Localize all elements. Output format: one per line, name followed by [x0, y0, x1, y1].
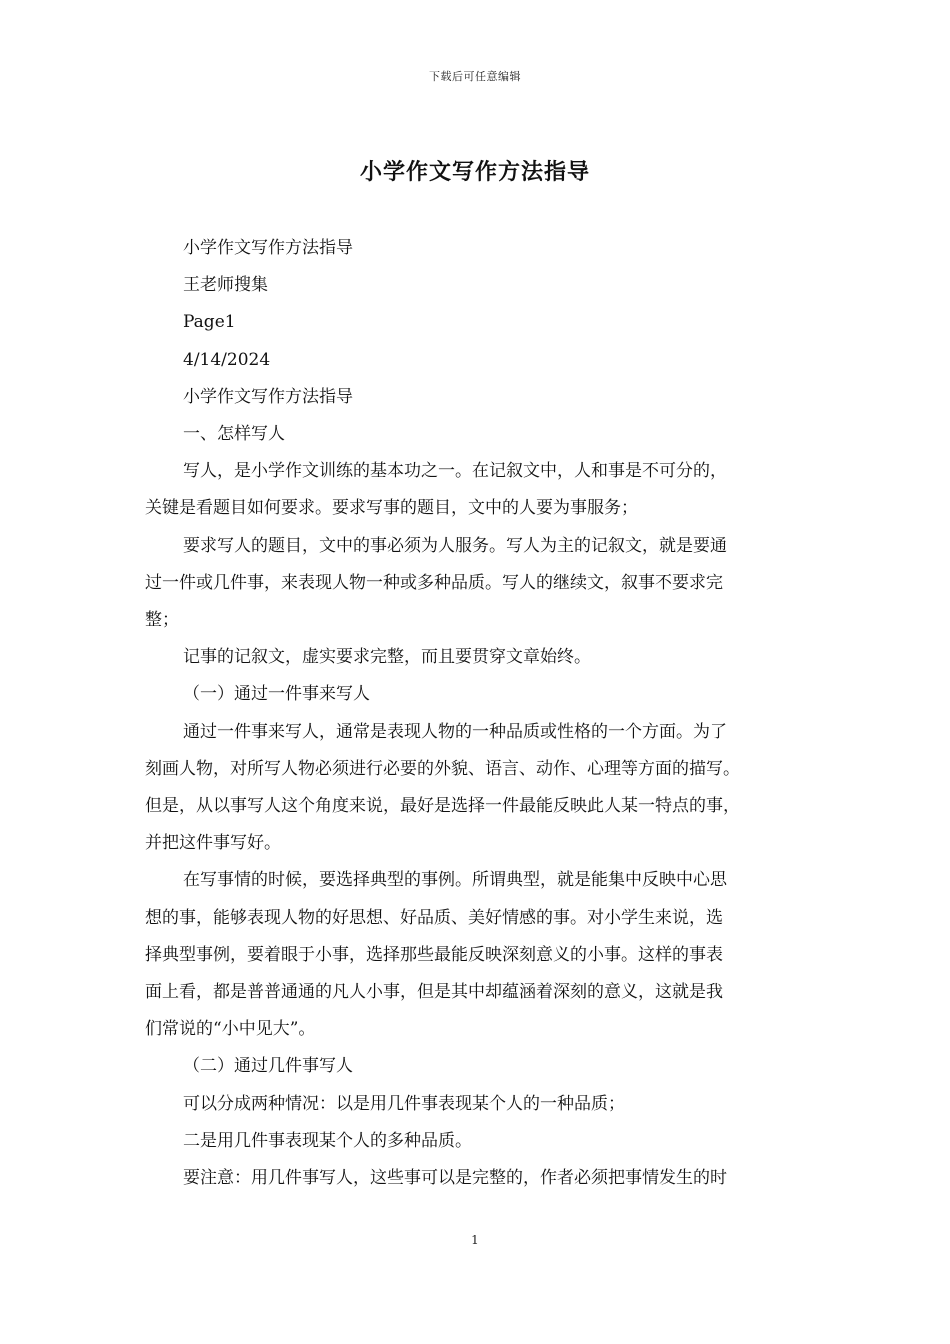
- text-line: 刻画人物，对所写人物必须进行必要的外貌、语言、动作、心理等方面的描写。: [145, 758, 740, 779]
- document-body: [145, 230, 805, 1197]
- text-line: 二是用几件事表现某个人的多种品质。: [183, 1130, 472, 1151]
- text-line: 一、怎样写人: [183, 424, 285, 445]
- text-line: 但是，从以事写人这个角度来说，最好是选择一件最能反映此人某一特点的事，: [145, 796, 740, 817]
- text-line: 要求写人的题目，文中的事必须为人服务。写人为主的记叙文，就是要通: [183, 535, 727, 556]
- text-line: 小学作文写作方法指导: [183, 386, 353, 407]
- header-note: 下载后可任意编辑: [429, 70, 521, 83]
- text-line: 们常说的“小中见大”。: [145, 1019, 316, 1040]
- text-line: 整；: [145, 610, 179, 631]
- page-number: 1: [471, 1233, 479, 1247]
- text-line: （一）通过一件事来写人: [183, 684, 370, 705]
- text-line: 通过一件事来写人，通常是表现人物的一种品质或性格的一个方面。为了: [183, 721, 727, 742]
- text-line: 王老师搜集: [183, 275, 268, 296]
- document-title: 小学作文写作方法指导: [359, 159, 590, 185]
- text-line: 可以分成两种情况：以是用几件事表现某个人的一种品质；: [183, 1093, 625, 1114]
- text-line: （二）通过几件事写人: [183, 1056, 353, 1077]
- text-line: 要注意：用几件事写人，这些事可以是完整的，作者必须把事情发生的时: [183, 1168, 727, 1189]
- text-line: 面上看，都是普普通通的凡人小事，但是其中却蕴涵着深刻的意义，这就是我: [145, 982, 723, 1003]
- text-line: 想的事，能够表现人物的好思想、好品质、美好情感的事。对小学生来说，选: [145, 907, 723, 928]
- text-line: Page1: [183, 312, 236, 333]
- text-line: 4/14/2024: [183, 349, 271, 370]
- text-line: 并把这件事写好。: [145, 833, 281, 854]
- text-line: 小学作文写作方法指导: [183, 238, 353, 258]
- text-line: 关键是看题目如何要求。要求写事的题目，文中的人要为事服务；: [145, 498, 638, 519]
- text-line: 过一件或几件事，来表现人物一种或多种品质。写人的继续文，叙事不要求完: [145, 572, 723, 593]
- text-line: 写人，是小学作文训练的基本功之一。在记叙文中，人和事是不可分的，: [183, 461, 727, 482]
- text-line: 在写事情的时候，要选择典型的事例。所谓典型，就是能集中反映中心思: [183, 870, 727, 891]
- text-line: 记事的记叙文，虚实要求完整，而且要贯穿文章始终。: [183, 647, 591, 668]
- text-line: 择典型事例，要着眼于小事，选择那些最能反映深刻意义的小事。这样的事表: [145, 944, 723, 965]
